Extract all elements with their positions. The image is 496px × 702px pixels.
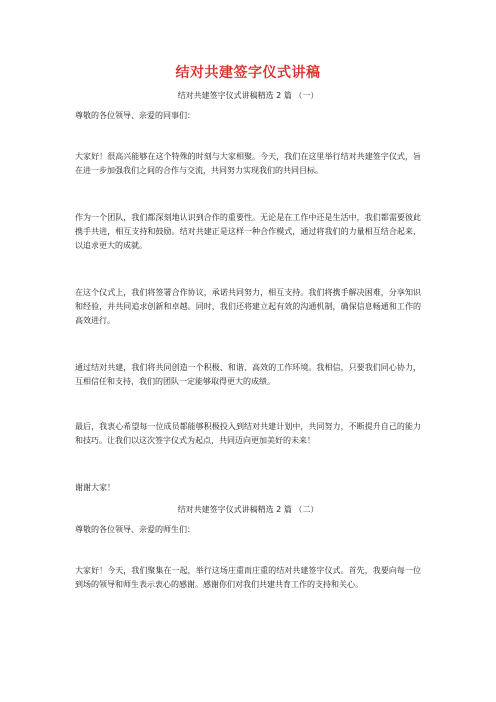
section2-subtitle: 结对共建签字仪式讲稿精选 2 篇 （二） [177, 505, 319, 514]
section1-paragraph-2: 作为一个团队，我们都深刻地认识到合作的重要性。无论是在工作中还是生活中，我们都需要彼此携手共进，相互支持和鼓励。结对共建正是这样一种合作模式，通过将我们的力量相互结合起来，以追求更大的成就。 [75, 213, 421, 250]
section1-salutation: 尊敬的各位领导、亲爱的同事们： [75, 111, 195, 120]
section1-paragraph-5: 最后，我衷心希望每一位成员都能够积极投入到结对共建计划中，共同努力，不断提升自己的能力和技巧。让我们以这次签字仪式为起点，共同迈向更加美好的未来！ [75, 422, 421, 445]
section2-paragraph-1: 大家好！今天，我们聚集在一起，举行这场庄重而庄重的结对共建签字仪式。首先，我要向每一位到场的领导和师生表示衷心的感谢。感谢你们对我们共建共育工作的支持和关心。 [75, 566, 421, 589]
section1-paragraph-4: 通过结对共建，我们将共同创造一个积极、和谐、高效的工作环境。我相信，只要我们同心协力，互相信任和支持，我们的团队一定能够取得更大的成绩。 [75, 363, 421, 386]
section2-salutation: 尊敬的各位领导、亲爱的师生们： [75, 525, 195, 534]
section1-paragraph-1: 大家好！很高兴能够在这个特殊的时刻与大家相聚。今天，我们在这里举行结对共建签字仪式，旨在进一步加强我们之间的合作与交流，共同努力实现我们的共同目标。 [75, 152, 421, 175]
section1-subtitle: 结对共建签字仪式讲稿精选 2 篇 （一） [177, 91, 319, 100]
section1-closing: 谢谢大家！ [75, 483, 115, 492]
section1-paragraph-3: 在这个仪式上，我们将签署合作协议，承诺共同努力，相互支持。我们将携手解决困难，分享知识和经验，并共同追求创新和卓越。同时，我们还将建立起有效的沟通机制，确保信息畅通和工作的高效进行。 [75, 288, 421, 325]
document-title: 结对共建签字仪式讲稿 [175, 65, 321, 81]
